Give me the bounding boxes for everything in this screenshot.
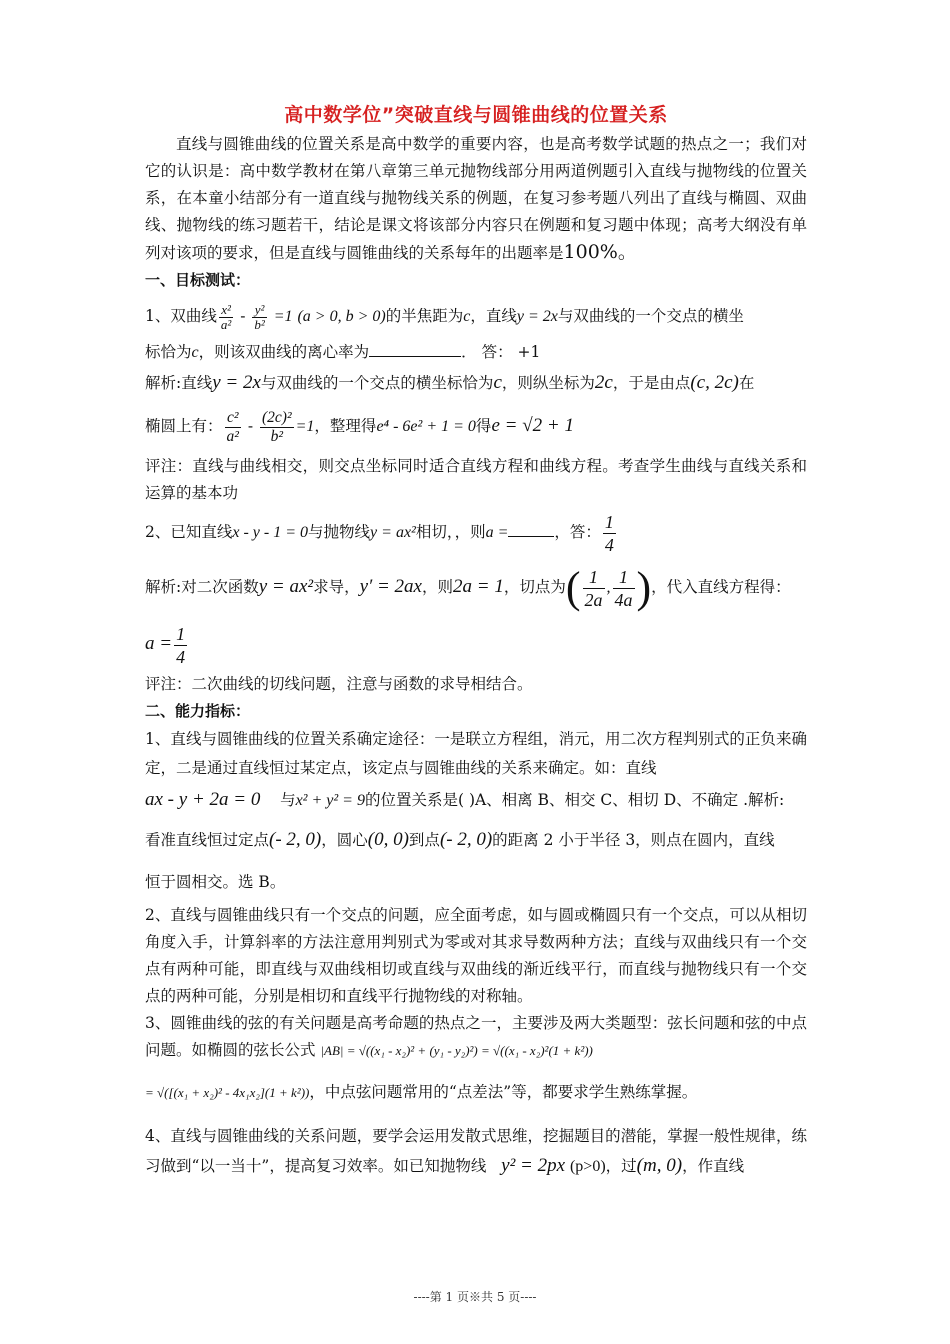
fraction-1-4a: $\frac{1}{4a}$ [614, 566, 633, 610]
point-3: 3、圆锥曲线的弦的有关问题是高考命题的热点之一，主要涉及两大类题型：弦长问题和弦的中点问题。如椭圆的弦长公式 |AB| = √((x₁ - x₂)² + (y₁ - y₂)²) = √((x₁ - x₂)²(1 + k²)) [145, 1014, 807, 1059]
intro-percent: 100%。 [563, 241, 637, 263]
remark-2: 评注：二次曲线的切线问题，注意与函数的求导相结合。 [145, 675, 533, 693]
analysis-2-result: a = $\frac{1}{4}$ [145, 623, 186, 667]
question-1-line-2: 标恰为c，则该双曲线的离心率为 ． 答： +1 [145, 339, 807, 366]
fraction-c2-a2: $\frac{\text{c²}}{\text{a²}}$ [226, 408, 239, 445]
point-1: 1、直线与圆锥曲线的位置关系确定途径：一是联立方程组，消元，用二次方程判别式的正负来确定，二是通过直线恒过某定点，该定点与圆锥曲线的关系来确定。如：直线 [145, 730, 807, 777]
point-1-analysis: 看准直线恒过定点(- 2, 0)，圆心(0, 0)到点(- 2, 0)的距离 2 小于半径 3，则点在圆内，直线 [145, 829, 775, 850]
section-heading-2: 二、能力指标： [145, 702, 251, 720]
document-body [145, 100, 807, 1182]
answer-blank-2 [508, 520, 554, 537]
point-1-line-eq: ax - y + 2a = 0 与x² + y² = 9的位置关系是( )A、相离 B、相交 C、相切 D、不确定 .解析: [145, 789, 785, 810]
question-1: 1、双曲线 $\frac{\text{x²}}{\text{a²}}$ - $\frac{\text{y²}}{\text{b²}}$ =1 (a > 0, b > 0)的半焦距为c，直线y = 2x与双曲线的一个交点的横坐 [145, 301, 744, 332]
analysis-1-line-2: 椭圆上有： $\frac{\text{c²}}{\text{a²}}$ - $\frac{\text{(2c)²}}{\text{b²}}$ =1，整理得e⁴ - 6e² + 1 = 0得e = √2 + 1 [145, 408, 574, 445]
answer-blank-1 [369, 340, 461, 357]
intro-text: 直线与圆锥曲线的位置关系是高中数学的重要内容，也是高考数学试题的热点之一；我们对它的认识是：高中数学教材在第八章第三单元抛物线部分用两道例题引入直线与抛物线的位置关系，在本童小结部分有一道直线与抛物线关系的例题，在复习参考题八列出了直线与椭圆、双曲线、抛物线的练习题若干，结论是课文将该部分内容只在例题和复习题中体现；高考大纲没有单列对该项的要求，但是直线与圆锥曲线的关系每年的出题率是 [145, 135, 807, 262]
fraction-answer-2: $\frac{1}{4}$ [604, 511, 614, 555]
analysis-1: 解析:直线y = 2x与双曲线的一个交点的横坐标恰为c，则纵坐标为2c，于是由点(c, 2c)在 [145, 372, 755, 393]
analysis-2: 解析:对二次函数y = ax²求导，y′ = 2ax，则2a = 1，切点为( $\frac{1}{2a}$ , $\frac{1}{4a}$ )，代入直线方程得： [145, 563, 791, 612]
point-2: 2、直线与圆锥曲线只有一个交点的问题，应全面考虑，如与圆或椭圆只有一个交点，可以从相切角度入手，计算斜率的方法注意用判别式为零或对其求导数两种方法；直线与双曲线只有一个交点有两种可能，即直线与双曲线相切或直线与双曲线的渐近线平行，而直线与抛物线只有一个交点的两种可能，分别是相切和直线平行抛物线的对称轴。 [145, 906, 807, 1005]
remark-1: 评注：直线与曲线相交，则交点坐标同时适合直线方程和曲线方程。考查学生曲线与直线关系和运算的基本功 [145, 457, 807, 502]
point-4: 4、直线与圆锥曲线的关系问题，要学会运用发散式思维，挖掘题目的潜能，掌握一般性规律，练习做到“以一当十”，提高复习效率。如已知抛物线 y² = 2px (p>0)，过(m, 0)，作直线 [145, 1127, 807, 1176]
fraction-y2-b2: $\frac{\text{y²}}{\text{b²}}$ [254, 301, 265, 332]
fraction-result-2: $\frac{1}{4}$ [176, 623, 186, 667]
point-3-formula: = √([(x₁ + x₂)² - 4x₁x₂](1 + k²))，中点弦问题常用的“点差法”等，都要求学生熟练掌握。 [145, 1083, 698, 1101]
page-title: 高中数学位”突破直线与圆锥曲线的位置关系 [284, 104, 668, 126]
fraction-x2-a2: $\frac{\text{x²}}{\text{a²}}$ [220, 301, 232, 332]
point-1-conclusion: 恒于圆相交。选 B。 [145, 873, 286, 891]
fraction-1-2a: $\frac{1}{2a}$ [584, 566, 603, 610]
intro-paragraph [145, 131, 807, 267]
question-2: 2、已知直线x - y - 1 = 0与抛物线y = ax²相切，，则a = ，答： $\frac{1}{4}$ [145, 511, 614, 555]
fraction-2c2-b2: $\frac{\text{(2c)²}}{\text{b²}}$ [262, 408, 292, 445]
section-heading-1: 一、目标测试： [145, 271, 251, 289]
page-footer: ----第 1 页※共 5 页---- [413, 1290, 537, 1304]
